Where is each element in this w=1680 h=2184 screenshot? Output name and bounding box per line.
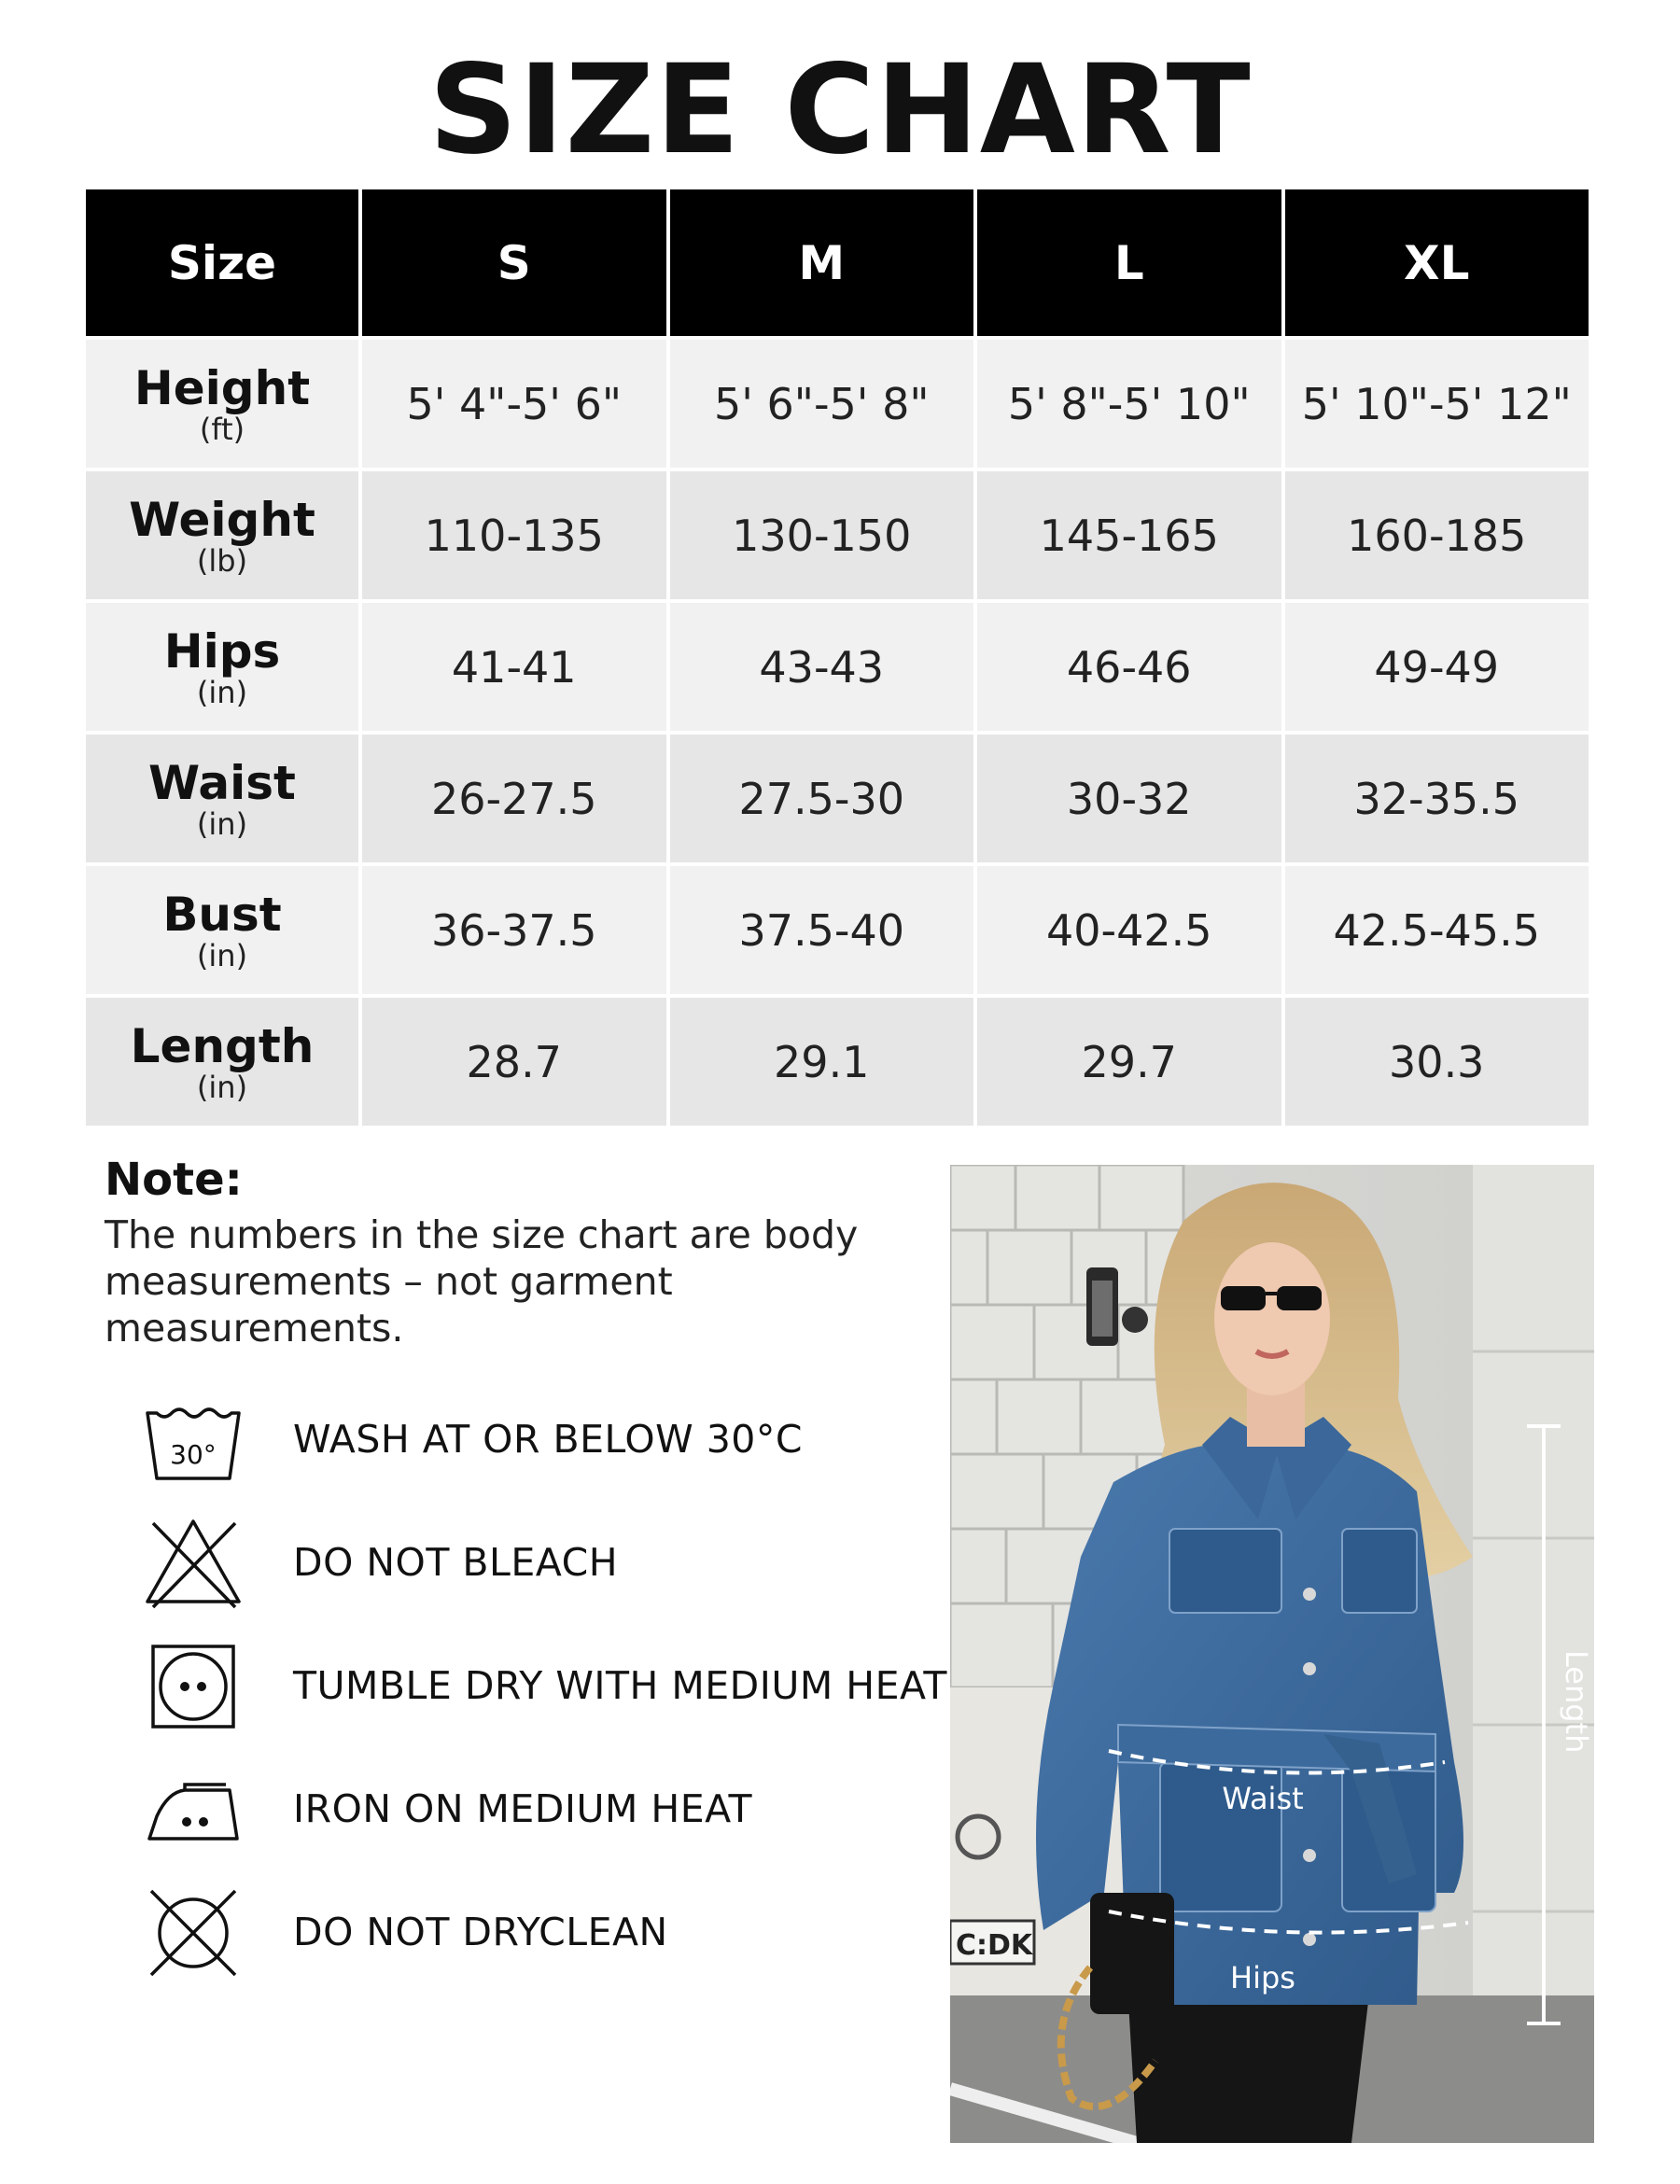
tumble-dry-medium-icon bbox=[142, 1635, 245, 1738]
table-header-row bbox=[86, 189, 1589, 336]
care-label: WASH AT OR BELOW 30°C bbox=[293, 1417, 804, 1462]
table-cell: 5' 8"-5' 10" bbox=[977, 340, 1281, 468]
license-plate-text: C:DK bbox=[956, 1929, 1033, 1962]
row-unit: (lb) bbox=[196, 542, 248, 579]
table-cell: 5' 6"-5' 8" bbox=[670, 340, 974, 468]
model-photo bbox=[950, 1165, 1594, 2143]
care-item-dryclean bbox=[142, 1882, 945, 1984]
row-label: Weight bbox=[129, 492, 315, 547]
row-label-cell bbox=[86, 471, 358, 599]
care-label: TUMBLE DRY WITH MEDIUM HEAT bbox=[293, 1663, 947, 1708]
table-cell: 28.7 bbox=[362, 998, 666, 1126]
table-cell: 30.3 bbox=[1285, 998, 1589, 1126]
row-label-cell bbox=[86, 603, 358, 731]
row-label-cell bbox=[86, 866, 358, 994]
table-cell: 5' 4"-5' 6" bbox=[362, 340, 666, 468]
table-cell: 26-27.5 bbox=[362, 735, 666, 862]
table-cell: 32-35.5 bbox=[1285, 735, 1589, 862]
table-cell: 5' 10"-5' 12" bbox=[1285, 340, 1589, 468]
row-unit: (ft) bbox=[199, 411, 245, 447]
waist-label: Waist bbox=[1222, 1781, 1304, 1816]
header-cell-xl: XL bbox=[1285, 189, 1589, 336]
table-row bbox=[86, 735, 1589, 862]
care-item-wash bbox=[142, 1389, 945, 1491]
table-cell: 40-42.5 bbox=[977, 866, 1281, 994]
table-cell: 43-43 bbox=[670, 603, 974, 731]
model-illustration bbox=[950, 1165, 1594, 2143]
row-label-cell bbox=[86, 735, 358, 862]
care-item-iron bbox=[142, 1758, 945, 1861]
care-label: DO NOT DRYCLEAN bbox=[293, 1910, 668, 1954]
care-item-bleach bbox=[142, 1512, 945, 1615]
table-cell: 37.5-40 bbox=[670, 866, 974, 994]
table-row bbox=[86, 866, 1589, 994]
row-label: Length bbox=[130, 1018, 315, 1073]
row-label: Hips bbox=[163, 623, 281, 679]
header-cell-s: S bbox=[362, 189, 666, 336]
page-title: SIZE CHART bbox=[428, 38, 1252, 182]
table-cell: 160-185 bbox=[1285, 471, 1589, 599]
size-chart-table bbox=[82, 186, 1592, 1129]
note-text: The numbers in the size chart are body measurements – not garment measurements. bbox=[105, 1212, 859, 1351]
table-cell: 110-135 bbox=[362, 471, 666, 599]
header-cell-l: L bbox=[977, 189, 1281, 336]
no-bleach-icon bbox=[142, 1512, 245, 1615]
table-cell: 46-46 bbox=[977, 603, 1281, 731]
chest-pocket-right bbox=[1342, 1529, 1417, 1613]
length-label: Length bbox=[1559, 1650, 1594, 1754]
row-unit: (in) bbox=[196, 937, 248, 973]
table-cell: 145-165 bbox=[977, 471, 1281, 599]
header-cell-m: M bbox=[670, 189, 974, 336]
header-cell-size: Size bbox=[86, 189, 358, 336]
row-label-cell bbox=[86, 340, 358, 468]
table-cell: 41-41 bbox=[362, 603, 666, 731]
no-dryclean-icon bbox=[142, 1882, 245, 1984]
row-label-cell bbox=[86, 998, 358, 1126]
face bbox=[1214, 1242, 1330, 1395]
wash-temp-label: 30° bbox=[170, 1439, 217, 1470]
wash-30-icon bbox=[142, 1389, 245, 1491]
row-label: Height bbox=[133, 360, 311, 415]
table-cell: 130-150 bbox=[670, 471, 974, 599]
table-cell: 29.7 bbox=[977, 998, 1281, 1126]
table-cell: 27.5-30 bbox=[670, 735, 974, 862]
table-row bbox=[86, 340, 1589, 468]
iron-medium-icon bbox=[142, 1758, 245, 1861]
care-item-tumble-dry bbox=[142, 1635, 945, 1738]
table-row bbox=[86, 603, 1589, 731]
garage-door bbox=[1473, 1165, 1594, 2005]
table-row bbox=[86, 998, 1589, 1126]
row-unit: (in) bbox=[196, 805, 248, 842]
row-unit: (in) bbox=[196, 1069, 248, 1105]
row-label: Waist bbox=[148, 755, 296, 810]
table-cell: 29.1 bbox=[670, 998, 974, 1126]
table-cell: 42.5-45.5 bbox=[1285, 866, 1589, 994]
table-row bbox=[86, 471, 1589, 599]
row-label: Bust bbox=[162, 887, 282, 942]
care-label: DO NOT BLEACH bbox=[293, 1540, 619, 1585]
care-label: IRON ON MEDIUM HEAT bbox=[293, 1786, 753, 1831]
note-heading: Note: bbox=[105, 1154, 243, 1206]
table-cell: 36-37.5 bbox=[362, 866, 666, 994]
hips-label: Hips bbox=[1230, 1960, 1295, 1995]
table-cell: 30-32 bbox=[977, 735, 1281, 862]
table-cell: 49-49 bbox=[1285, 603, 1589, 731]
chest-pocket-left bbox=[1169, 1529, 1281, 1613]
belt bbox=[1118, 1725, 1435, 1771]
row-unit: (in) bbox=[196, 674, 248, 710]
